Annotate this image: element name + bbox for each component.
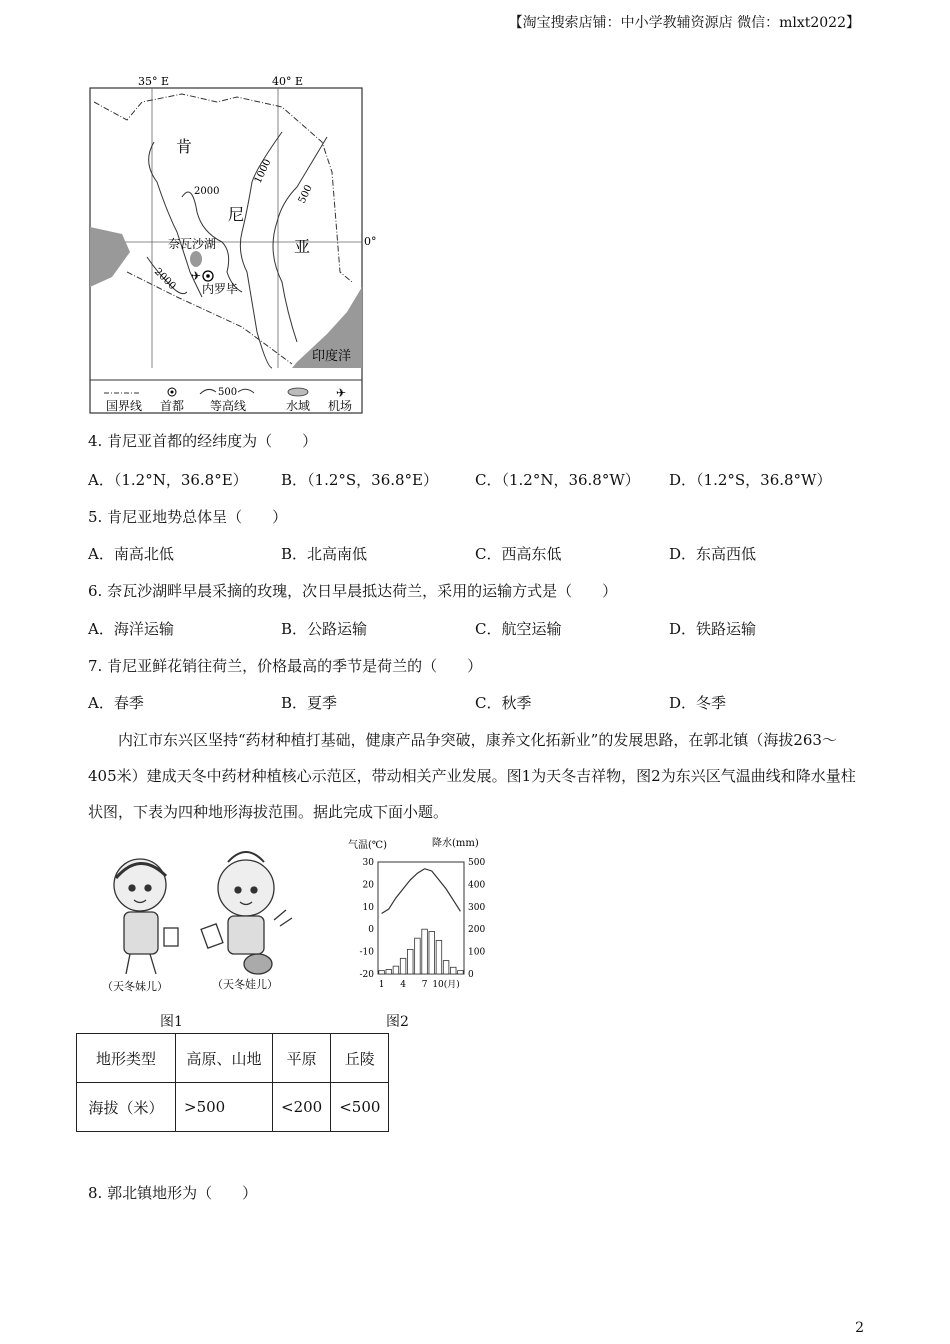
- question-8: 8. 郭北镇地形为（ ）: [88, 1184, 258, 1202]
- table-cell: >500: [176, 1083, 273, 1132]
- country-char-2: 尼: [228, 205, 245, 224]
- x-tick-label: 4: [400, 980, 406, 990]
- fig2-caption: 图2: [386, 1014, 409, 1030]
- precip-bar: [458, 971, 464, 974]
- question-7: 7. 肯尼亚鲜花销往荷兰，价格最高的季节是荷兰的（ ）: [88, 657, 483, 675]
- lake-naivasha-water: [190, 251, 202, 267]
- temperature-line: [382, 869, 461, 914]
- right-tick-label: 400: [468, 880, 486, 891]
- table-cell: 海拔（米）: [77, 1083, 176, 1132]
- right-tick-label: 300: [468, 902, 486, 913]
- precip-bar: [386, 970, 392, 974]
- right-tick-label: 500: [468, 858, 486, 868]
- q6-option-a[interactable]: A．海洋运输: [88, 620, 174, 638]
- contour-label: 2000: [194, 186, 220, 197]
- q7-option-d[interactable]: D．冬季: [669, 694, 727, 712]
- page-header: 【淘宝搜索店铺：中小学教辅资源店 微信：mlxt2022】: [508, 15, 860, 31]
- legend-water: 水域: [286, 399, 311, 413]
- legend-border: 国界线: [106, 399, 143, 413]
- capital-label: 内罗毕: [202, 282, 239, 296]
- q7-option-b[interactable]: B．夏季: [281, 694, 338, 712]
- precip-bar: [422, 929, 428, 974]
- fig1-caption: 图1: [160, 1014, 183, 1030]
- table-row: [77, 1083, 389, 1132]
- question-6: 6. 奈瓦沙湖畔早晨采摘的玫瑰，次日早晨抵达荷兰，采用的运输方式是（ ）: [88, 582, 618, 600]
- svg-text:✈: ✈: [336, 386, 347, 400]
- precip-bar: [407, 949, 413, 974]
- airport-icon: ✈: [191, 269, 202, 283]
- precip-bar: [415, 938, 421, 974]
- left-tick-label: -10: [359, 947, 374, 958]
- left-tick-label: 0: [368, 925, 374, 936]
- lake-victoria-water: [90, 227, 130, 287]
- right-tick-label: 100: [468, 947, 486, 958]
- q6-option-b[interactable]: B．公路运输: [281, 620, 368, 638]
- precip-bar: [450, 967, 456, 974]
- q4-option-d[interactable]: D．（1.2°S，36.8°W）: [669, 471, 832, 489]
- legend-airport: 机场: [328, 399, 353, 413]
- question-5: 5. 肯尼亚地势总体呈（ ）: [88, 508, 288, 526]
- left-tick-label: 10: [362, 902, 374, 913]
- table-header-cell: 地形类型: [77, 1034, 176, 1083]
- table-row: [77, 1034, 389, 1083]
- q5-option-c[interactable]: C．西高东低: [475, 545, 562, 563]
- contour-label: 1000: [252, 157, 274, 186]
- country-char-1: 肯: [176, 137, 193, 156]
- lake-label: 奈瓦沙湖: [168, 237, 217, 251]
- lon-label-40: 40° E: [272, 75, 304, 88]
- mascot-left-label: （天冬妹儿）: [102, 980, 168, 993]
- elevation-table: [76, 1033, 389, 1132]
- chart-right-axis-label: 降水(mm): [432, 838, 479, 849]
- q5-option-a[interactable]: A．南高北低: [88, 545, 174, 563]
- q4-option-a[interactable]: A．（1.2°N，36.8°E）: [88, 471, 248, 489]
- precip-bar: [400, 958, 406, 974]
- legend-contour-value: 500: [218, 387, 238, 398]
- kenya-map: [82, 72, 382, 417]
- left-tick-label: 30: [362, 858, 374, 868]
- legend-contour: 等高线: [210, 399, 247, 413]
- passage-text: 内江市东兴区坚持“药材种植打基础，健康产品争突破，康养文化拓新业”的发展思路，在郭北镇（海拔263～405米）建成天冬中药材种植核心示范区，带动相关产业发展。图1为天冬吉祥物，图2为东兴区气温曲线和降水量柱状图，下表为四种地形海拔范围。据此完成下面小题。: [88, 731, 856, 821]
- q4-option-b[interactable]: B．（1.2°S，36.8°E）: [281, 471, 439, 489]
- precip-bar: [429, 931, 435, 974]
- country-char-3: 亚: [294, 237, 311, 256]
- table-header-cell: 平原: [273, 1034, 331, 1083]
- contour-label: 2000: [151, 266, 178, 293]
- right-tick-label: 200: [468, 925, 486, 936]
- table-cell: <500: [331, 1083, 389, 1132]
- table-header-cell: 高原、山地: [176, 1034, 273, 1083]
- q5-option-d[interactable]: D．东高西低: [669, 545, 757, 563]
- x-tick-label: 7: [421, 980, 428, 990]
- q4-option-c[interactable]: C．（1.2°N，36.8°W）: [475, 471, 640, 489]
- precip-bar: [443, 961, 449, 974]
- q7-option-c[interactable]: C．秋季: [475, 694, 532, 712]
- chart-left-axis-label: 气温(℃): [348, 840, 387, 851]
- table-cell: <200: [273, 1083, 331, 1132]
- x-tick-label: 1: [378, 980, 385, 990]
- lon-label-35: 35° E: [138, 75, 170, 88]
- q6-option-c[interactable]: C．航空运输: [475, 620, 562, 638]
- precip-bar: [436, 940, 442, 974]
- precip-bar: [393, 966, 399, 974]
- page-number: 2: [855, 1320, 864, 1336]
- table-header-cell: 丘陵: [331, 1034, 389, 1083]
- x-tick-label: 10(月): [432, 980, 460, 990]
- q5-option-b[interactable]: B．北高南低: [281, 545, 368, 563]
- q7-option-a[interactable]: A．春季: [88, 694, 144, 712]
- mascot-right-label: （天冬娃儿）: [212, 978, 278, 991]
- precip-bar: [379, 971, 385, 974]
- question-4: 4. 肯尼亚首都的经纬度为（ ）: [88, 432, 318, 450]
- left-tick-label: 20: [362, 880, 374, 891]
- ocean-label: 印度洋: [312, 349, 352, 364]
- mascot-boy: [201, 852, 292, 974]
- contour-label: 500: [296, 183, 315, 206]
- mascot-figure: [88, 840, 308, 1000]
- mascot-girl: [114, 859, 178, 974]
- climate-chart: [340, 832, 510, 1002]
- q6-option-d[interactable]: D．铁路运输: [669, 620, 757, 638]
- lat-label: 0°: [364, 235, 377, 248]
- left-tick-label: -20: [359, 970, 374, 980]
- legend-capital: 首都: [160, 399, 185, 413]
- right-tick-label: 0: [468, 970, 474, 980]
